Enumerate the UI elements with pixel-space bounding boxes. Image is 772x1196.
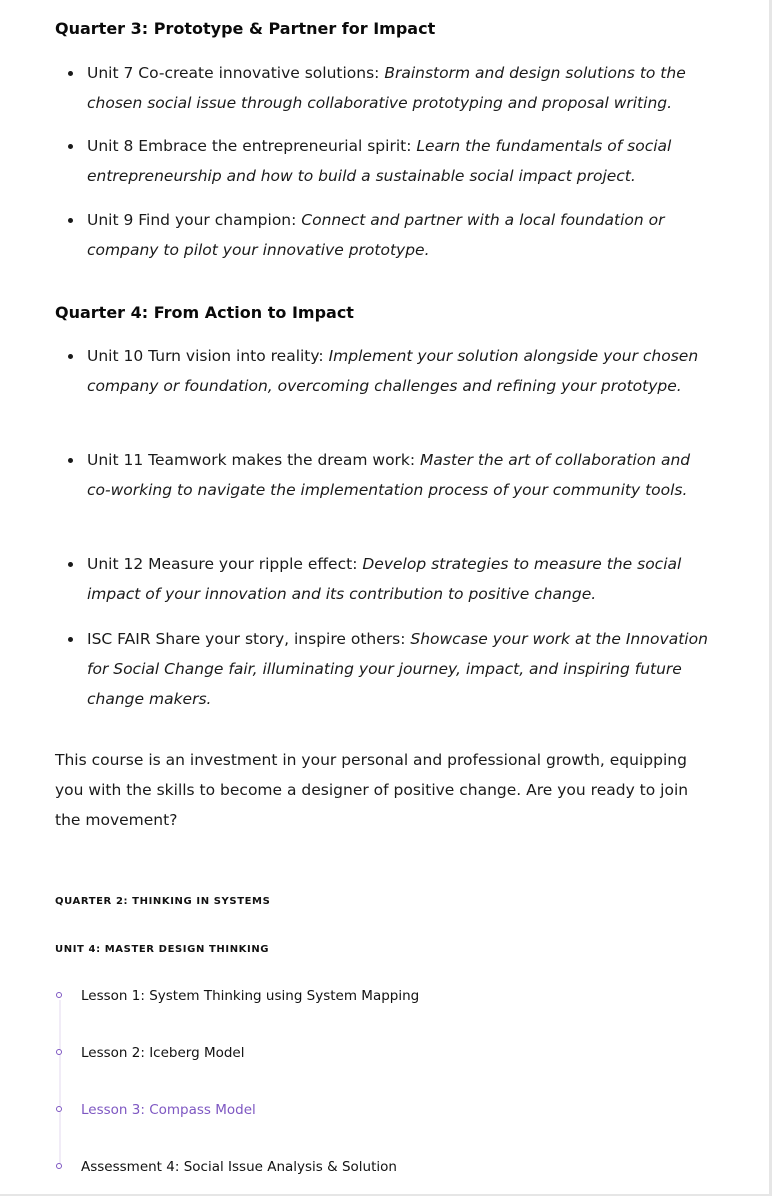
unit-title: Unit 8 Embrace the entrepreneurial spirit: bbox=[87, 137, 417, 155]
unit-9-item bbox=[87, 205, 717, 265]
unit-title: Unit 10 Turn vision into reality: bbox=[87, 347, 329, 365]
unit-section-label: UNIT 4: MASTER DESIGN THINKING bbox=[55, 944, 270, 955]
bullet-icon bbox=[68, 637, 73, 642]
lesson-label: Lesson 1: System Thinking using System Mapping bbox=[81, 988, 420, 1004]
unit-11-item bbox=[87, 445, 717, 505]
unit-description: Develop strategies to measure the social impact of your innovation and its contribution to positive change. bbox=[87, 555, 682, 603]
unit-title: ISC FAIR Share your story, inspire others: bbox=[87, 630, 411, 648]
lesson-progress-track bbox=[59, 1000, 61, 1168]
bullet-icon bbox=[68, 458, 73, 463]
lesson-label: Lesson 2: Iceberg Model bbox=[81, 1045, 245, 1061]
quarter-section-label: QUARTER 2: THINKING IN SYSTEMS bbox=[55, 896, 271, 907]
unit-title: Unit 7 Co-create innovative solutions: bbox=[87, 64, 385, 82]
unit-title: Unit 11 Teamwork makes the dream work: bbox=[87, 451, 421, 469]
assessment-item-4[interactable] bbox=[55, 1157, 555, 1179]
lesson-item-2[interactable] bbox=[55, 1043, 555, 1065]
lesson-item-3[interactable] bbox=[55, 1100, 555, 1122]
unit-8-item bbox=[87, 131, 717, 191]
unit-7-item bbox=[87, 58, 717, 118]
quarter-4-heading: Quarter 4: From Action to Impact bbox=[55, 303, 354, 322]
lesson-status-icon bbox=[56, 992, 62, 998]
unit-title: Unit 9 Find your champion: bbox=[87, 211, 302, 229]
quarter-3-heading: Quarter 3: Prototype & Partner for Impact bbox=[55, 19, 436, 38]
bullet-icon bbox=[68, 71, 73, 76]
unit-description: Connect and partner with a local foundation or company to pilot your innovative prototype. bbox=[87, 211, 665, 259]
bullet-icon bbox=[68, 218, 73, 223]
unit-description: Learn the fundamentals of social entrepreneurship and how to build a sustainable social impact project. bbox=[87, 137, 672, 185]
closing-paragraph: This course is an investment in your personal and professional growth, equipping you with the skills to become a designer of positive change. Are you ready to join the movement? bbox=[55, 751, 689, 829]
isc-fair-item bbox=[87, 624, 717, 714]
unit-10-item bbox=[87, 341, 717, 401]
bullet-icon bbox=[68, 562, 73, 567]
unit-title: Unit 12 Measure your ripple effect: bbox=[87, 555, 363, 573]
unit-description: Implement your solution alongside your chosen company or foundation, overcoming challenges and refining your prototype. bbox=[87, 347, 699, 395]
unit-description: Brainstorm and design solutions to the chosen social issue through collaborative prototyping and proposal writing. bbox=[87, 64, 686, 112]
lesson-status-icon bbox=[56, 1106, 62, 1112]
bullet-icon bbox=[68, 354, 73, 359]
bullet-icon bbox=[68, 144, 73, 149]
unit-12-item bbox=[87, 549, 717, 609]
unit-description: Master the art of collaboration and co-working to navigate the implementation process of your community tools. bbox=[87, 451, 691, 499]
lesson-item-1[interactable] bbox=[55, 986, 555, 1008]
lesson-status-icon bbox=[56, 1163, 62, 1169]
lesson-label: Assessment 4: Social Issue Analysis & Solution bbox=[81, 1159, 397, 1175]
lesson-status-icon bbox=[56, 1049, 62, 1055]
lesson-label: Lesson 3: Compass Model bbox=[81, 1102, 256, 1118]
unit-description: Showcase your work at the Innovation for Social Change fair, illuminating your journey, impact, and inspiring future change makers. bbox=[87, 630, 708, 708]
